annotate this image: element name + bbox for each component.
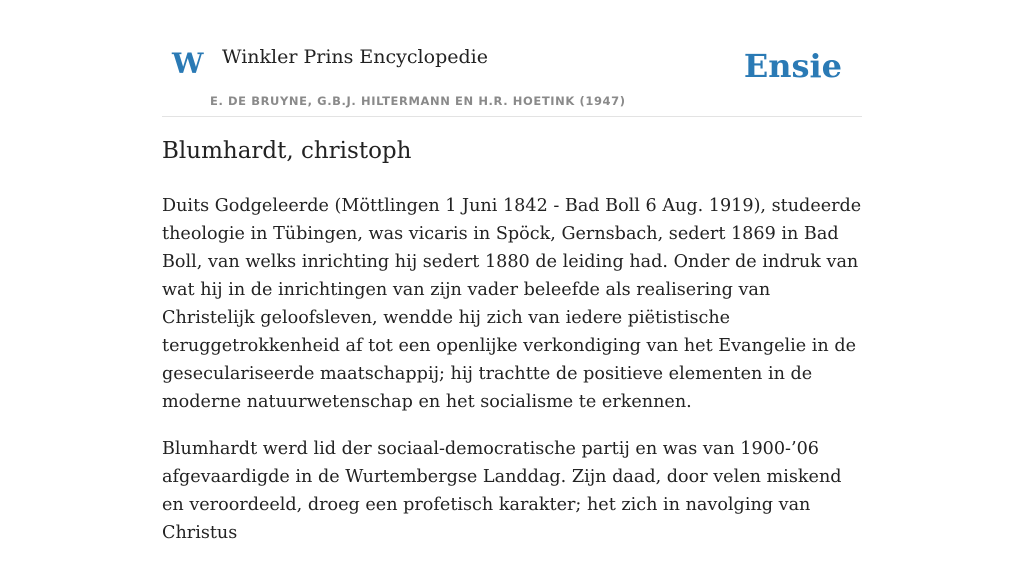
publication-logo[interactable]: W — [172, 47, 204, 80]
article-paragraph: Duits Godgeleerde (Möttlingen 1 Juni 1842 - Bad Boll 6 Aug. 1919), studeerde theologie in Tübingen, was vicaris in Spöck, Gernsbach, sedert 1869 in Bad Boll, van welks inrichting hij sedert 1880 de leiding had. Onder de indruk van wat hij in de inrichtingen van zijn vader beleefde als realisering van Christelijk geloofsleven, wendde hij zich van iedere piëtistische teruggetrokkenheid af tot een openlijke verkondiging van het Evangelie in de geseculariseerde maatschappij; hij trachtte de positieve elementen in de moderne natuurwetenschap en het socialisme te erkennen. — [162, 196, 862, 412]
site-header — [162, 36, 862, 117]
publication-authors: E. DE BRUYNE, G.B.J. HILTERMANN EN H.R. HOETINK (1947) — [210, 94, 626, 108]
article-paragraph: Blumhardt werd lid der sociaal-democratische partij en was van 1900-’06 afgevaardigde in de Wurtembergse Landdag. Zijn daad, door velen miskend en veroordeeld, droeg een profetisch karakter; het zich in navolging van Christus — [162, 439, 842, 543]
ensie-brand-logo[interactable]: Ensie — [743, 47, 842, 85]
publication-title[interactable]: Winkler Prins Encyclopedie — [222, 46, 488, 68]
article-body — [162, 192, 867, 566]
entry-title: Blumhardt, christoph — [162, 138, 412, 164]
